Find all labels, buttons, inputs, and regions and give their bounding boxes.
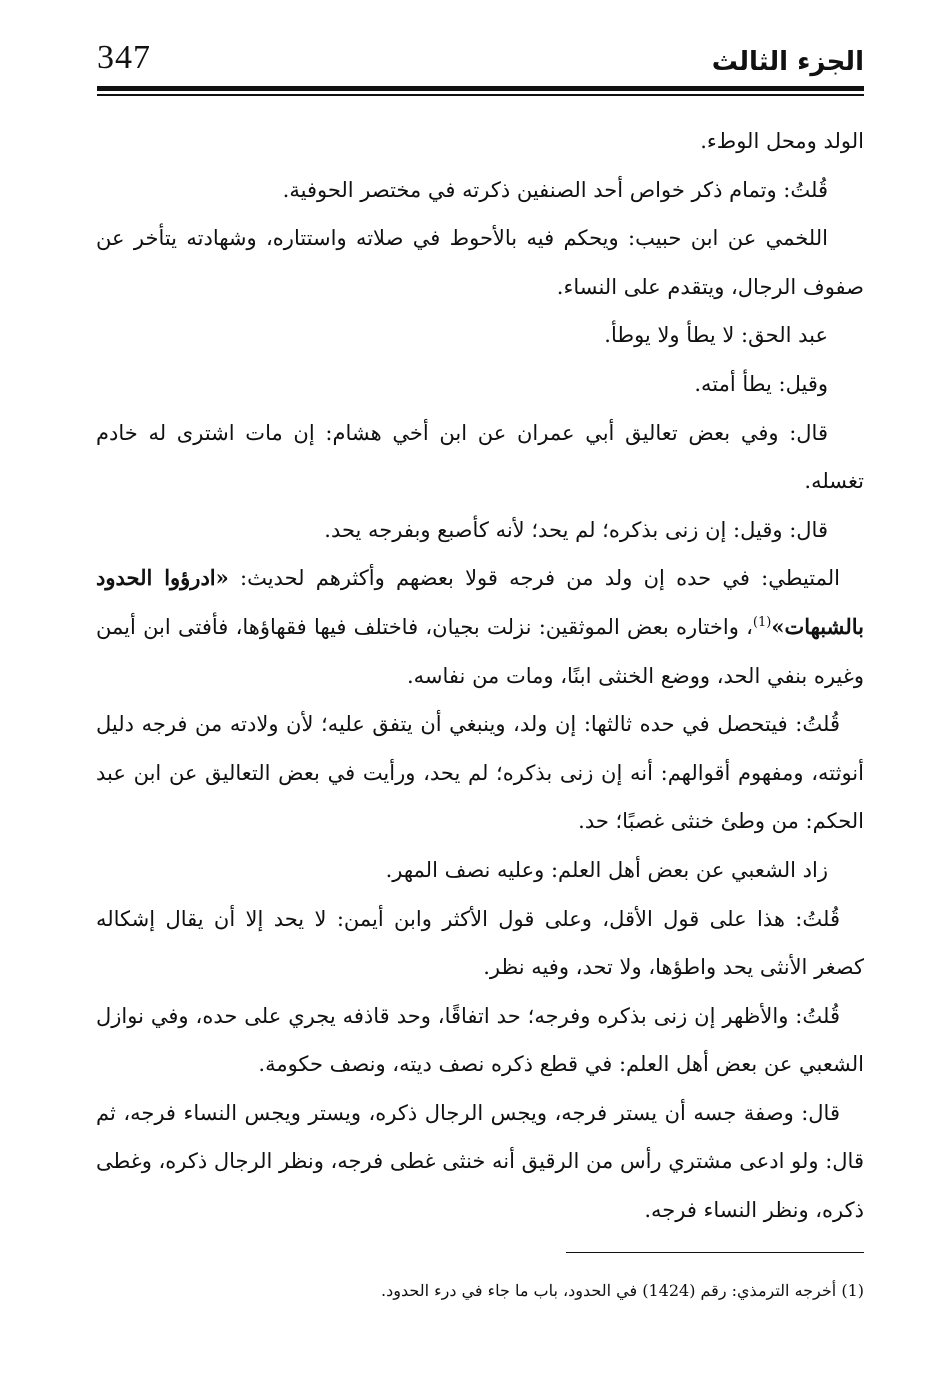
paragraph: [96, 554, 864, 700]
paragraph-text: زاد الشعبي عن بعض أهل العلم: وعليه نصف المهر.: [385, 857, 828, 882]
paragraph: [96, 409, 864, 506]
body-text: [96, 117, 864, 1235]
footnote: [164, 1275, 864, 1307]
paragraph-text: ، واختاره بعض الموثقين: نزلت بجيان، فاختلف فيها فقهاؤها، فأفتى ابن أيمن وغيره بنفي الحد، ووضع الخنثى ابنًا، ومات من نفاسه.: [96, 614, 864, 688]
paragraph: [96, 117, 864, 166]
paragraph-text: قُلتُ: وتمام ذكر خواص أحد الصنفين ذكرته في مختصر الحوفية.: [282, 177, 828, 202]
hadith-quote: «ادرؤوا الحدود بالشبهات»: [96, 565, 864, 639]
paragraph-text: قُلتُ: هذا على قول الأقل، وعلى قول الأكثر وابن أيمن: لا يحد إلا أن يقال إشكاله كصغر الأنثى يحد واطؤها، ولا تحد، وفيه نظر.: [96, 906, 864, 980]
paragraph: [96, 360, 864, 409]
page-number: 347: [97, 39, 151, 76]
footnote-marker: (1): [841, 1281, 864, 1300]
running-title: الجزء الثالث: [711, 47, 864, 77]
paragraph-text: قال: وفي بعض تعاليق أبي عمران عن ابن أخي هشام: إن مات اشترى له خادم تغسله.: [96, 420, 864, 494]
footnote-separator: [566, 1252, 864, 1253]
paragraph: [96, 166, 864, 215]
paragraph-text: المتيطي: في حده إن ولد من فرجه قولا بعضهم وأكثرهم لحديث:: [228, 566, 841, 591]
paragraph: [96, 700, 864, 846]
paragraph-text: قال: وقيل: إن زنى بذكره؛ لم يحد؛ لأنه كأصبع وبفرجه يحد.: [324, 517, 828, 542]
paragraph-text: الولد ومحل الوطء.: [700, 129, 864, 153]
paragraph: [96, 992, 864, 1089]
paragraph: [96, 214, 864, 311]
paragraph-text: قُلتُ: والأظهر إن زنى بذكره وفرجه؛ حد اتفاقًا، وحد قاذفه يجري على حده، وفي نوازل الشعبي عن بعض أهل العلم: في قطع ذكره نصف ديته، ونصف حكومة.: [96, 1003, 864, 1077]
footnote-reference: (1): [752, 614, 772, 630]
paragraph: [96, 311, 864, 360]
paragraph: [96, 846, 864, 895]
header-rule-thin: [97, 94, 864, 96]
paragraph: [96, 1089, 864, 1235]
paragraph-text: قال: وصفة جسه أن يستر فرجه، ويجس الرجال ذكره، ويستر ويجس النساء فرجه، ثم قال: ولو ادعى مشتري رأس من الرقيق أنه خنثى غطى فرجه، ونظر الرجال ذكره، وغطى ذكره، ونظر النساء فرجه.: [95, 1100, 864, 1223]
paragraph: [96, 506, 864, 555]
paragraph-text: قُلتُ: فيتحصل في حده ثالثها: إن ولد، وينبغي أن يتفق عليه؛ لأن ولادته من فرجه دليل أنوثته، ومفهوم أقوالهم: أنه إن زنى بذكره؛ لم يحد، ورأيت في بعض التعاليق عن ابن عبد الحكم: من وطئ خنثى غصبًا؛ حد.: [96, 712, 864, 834]
paragraph-text: اللخمي عن ابن حبيب: ويحكم فيه بالأحوط في صلاته واستتاره، وشهادته يتأخر عن صفوف الرجال، ويتقدم على النساء.: [96, 226, 864, 299]
paragraph-text: عبد الحق: لا يطأ ولا يوطأ.: [604, 323, 828, 348]
footnote-text: أخرجه الترمذي: رقم (1424) في الحدود، باب ما جاء في درء الحدود.: [381, 1281, 837, 1300]
paragraph-text: وقيل: يطأ أمته.: [694, 371, 828, 396]
paragraph: [96, 895, 864, 992]
header-rule-thick: [97, 86, 864, 91]
